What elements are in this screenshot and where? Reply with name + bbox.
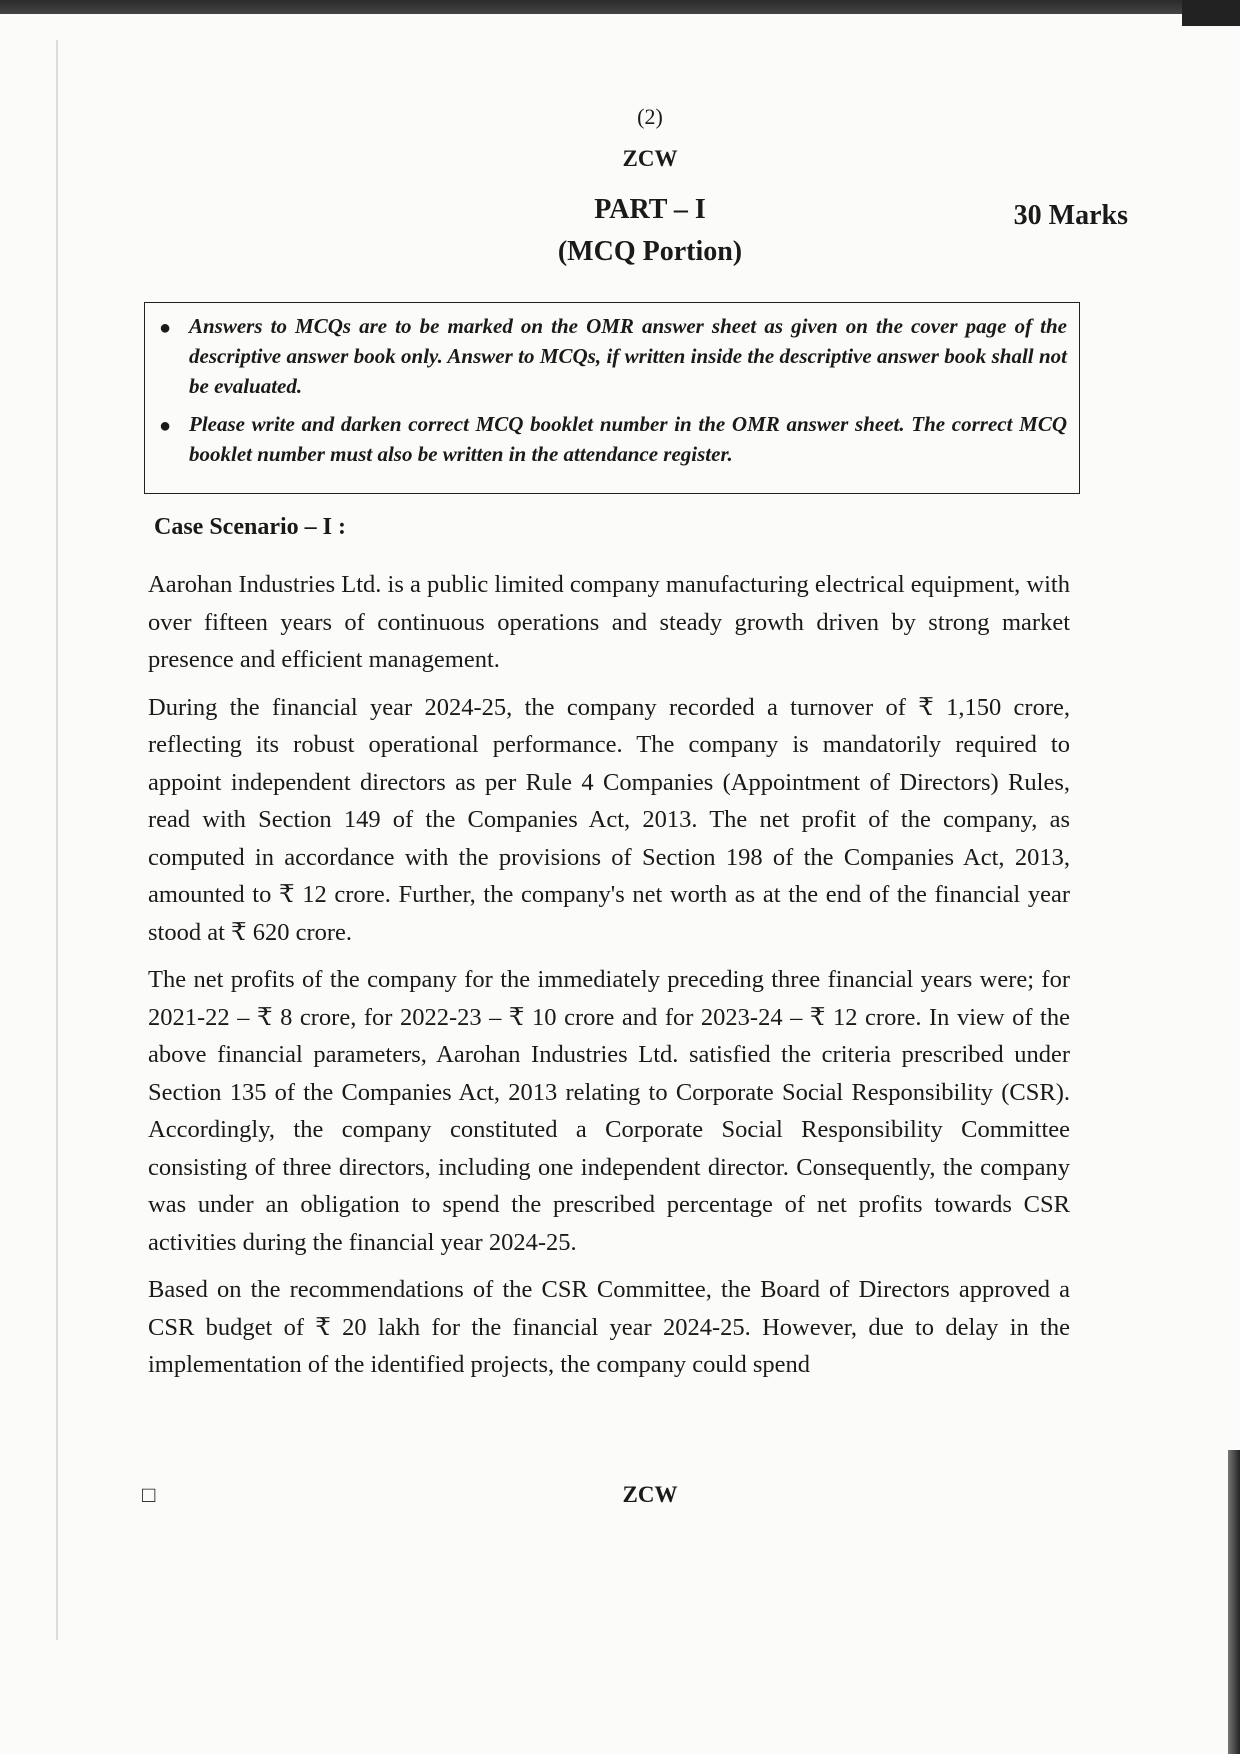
instruction-text: Please write and darken correct MCQ booklet number in the OMR answer sheet. The correct MCQ booklet number must also be written in the attendance register. [189, 412, 1067, 466]
scan-top-edge [0, 0, 1240, 14]
part-subtitle: (MCQ Portion) [557, 236, 743, 267]
footer-square-icon: □ [142, 1482, 156, 1507]
case-paragraph: Aarohan Industries Ltd. is a public limited company manufacturing electrical equipment, with over fifteen years of continuous operations and steady growth driven by strong market presence and efficient management. [148, 571, 1070, 673]
bullet-icon: ● [159, 317, 172, 339]
instruction-text: Answers to MCQs are to be marked on the OMR answer sheet as given on the cover page of the descriptive answer book only. Answer to MCQs, if written inside the descriptive answer book shall not be evaluated. [189, 314, 1067, 398]
instruction-item [159, 311, 1067, 401]
instruction-box [144, 302, 1080, 494]
bullet-icon: ● [159, 415, 172, 437]
instruction-item [159, 409, 1067, 469]
scan-top-corner [1182, 0, 1240, 26]
case-heading: Case Scenario – I : [154, 514, 346, 540]
total-marks: 30 Marks [1013, 200, 1128, 231]
case-paragraph: During the financial year 2024-25, the company recorded a turnover of ₹ 1,150 crore, reflecting its robust operational performance. The company is mandatorily required to appoint independent directors as per Rule 4 Companies (Appointment of Directors) Rules, read with Section 149 of the Companies Act, 2013. The net profit of the company, as computed in accordance with the provisions of Section 198 of the Companies Act, 2013, amounted to ₹ 12 crore. Further, the company's net worth as at the end of the financial year stood at ₹ 620 crore. [148, 693, 1070, 946]
page-margin-line [56, 40, 58, 1640]
case-paragraph: Based on the recommendations of the CSR Committee, the Board of Directors approved a CSR budget of ₹ 20 lakh for the financial year 2024-25. However, due to delay in the implementation of the identified projects, the company could spend [148, 1276, 1070, 1378]
case-body [148, 566, 1070, 1394]
page-number: (2) [637, 104, 663, 129]
paper-code-footer: ZCW [622, 1482, 678, 1507]
part-title: PART – I [594, 194, 706, 225]
paper-code-header: ZCW [622, 146, 678, 171]
case-paragraph: The net profits of the company for the immediately preceding three financial years were; for 2021-22 – ₹ 8 crore, for 2022-23 – ₹ 10 crore and for 2023-24 – ₹ 12 crore. In view of the above financial parameters, Aarohan Industries Ltd. satisfied the criteria prescribed under Section 135 of the Companies Act, 2013 relating to Corporate Social Responsibility (CSR). Accordingly, the company constituted a Corporate Social Responsibility Committee consisting of three directors, including one independent director. Consequently, the company was under an obligation to spend the prescribed percentage of net profits towards CSR activities during the financial year 2024-25. [148, 966, 1070, 1256]
